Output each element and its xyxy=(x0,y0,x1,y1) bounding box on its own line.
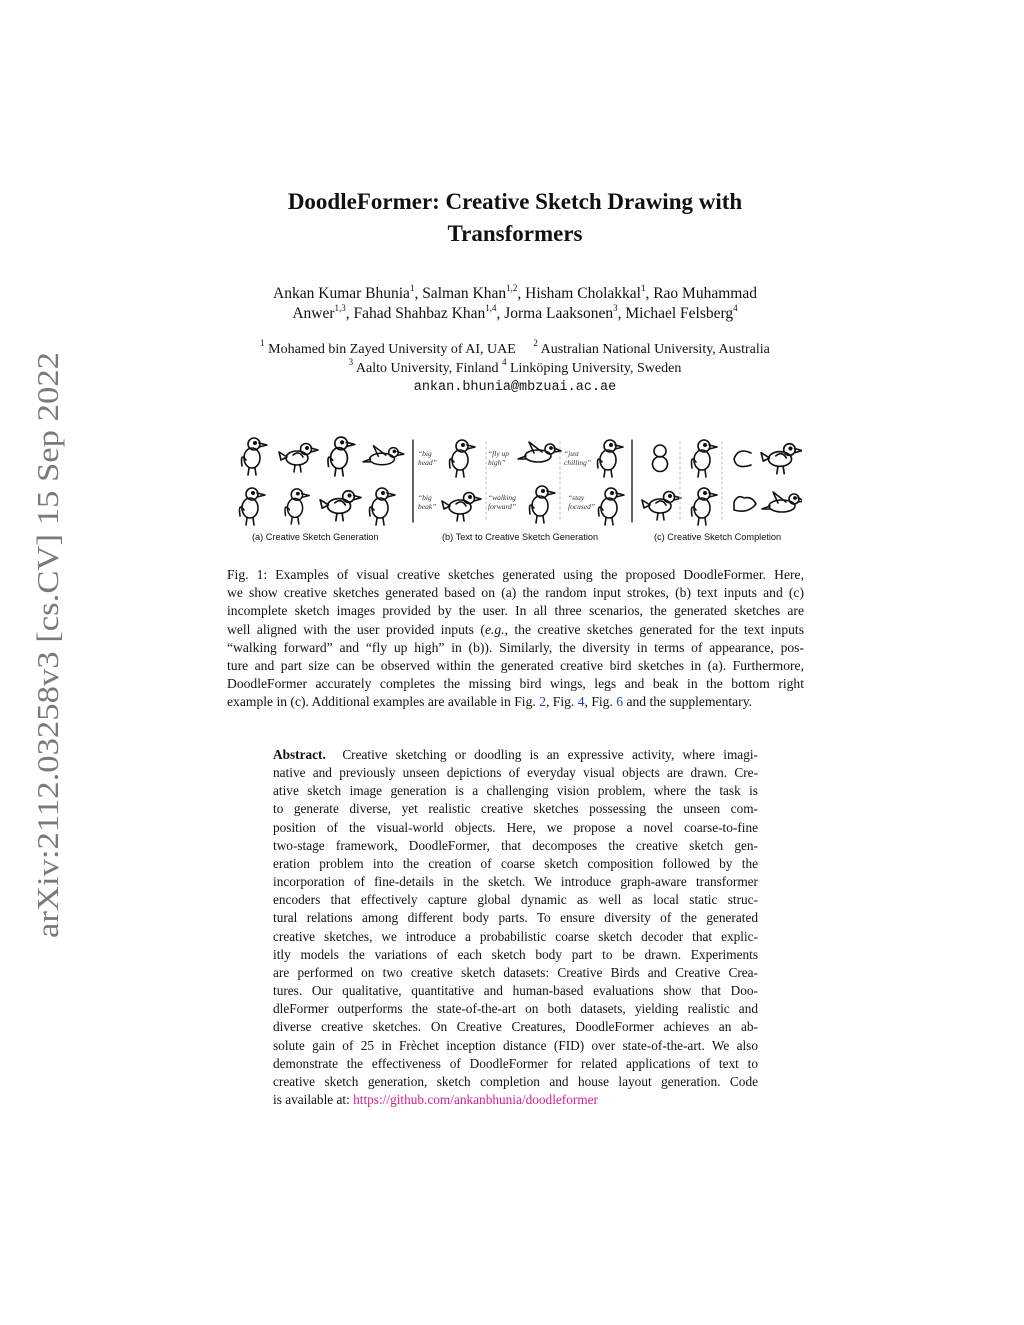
abstract-line: native and previously unseen depictions of everyday visual objects are drawn. Cre- xyxy=(273,765,758,781)
paper-title xyxy=(180,186,850,250)
caption-line: Fig. 1: Examples of visual creative sketches generated using the proposed DoodleFormer. Here, xyxy=(227,567,804,582)
abstract-line: tures. Our qualitative, quantitative and human-based evaluations show that Doo- xyxy=(273,983,758,999)
affiliation: Mohamed bin Zayed University of AI, UAE xyxy=(268,342,516,357)
author-name: Hisham Cholakkal xyxy=(525,285,641,302)
abstract-text: Creative sketching or doodling is an expressive activity, where imagi- xyxy=(342,747,758,762)
affiliation-line-2 xyxy=(200,359,830,378)
author-name: Fahad Shahbaz Khan xyxy=(353,305,486,322)
author-name: Jorma Laaksonen xyxy=(504,305,614,322)
affiliation: Linköping University, Sweden xyxy=(509,361,682,376)
panel-c-label: (c) Creative Sketch Completion xyxy=(654,532,782,542)
figure-1-caption xyxy=(227,566,804,712)
author-sup: 1,4 xyxy=(485,303,497,313)
abstract-line: diverse creative sketches. On Creative Creatures, DoodleFormer achieves an ab- xyxy=(273,1019,758,1035)
author-name: Salman Khan xyxy=(422,285,507,302)
caption-eg: e.g. xyxy=(484,621,505,637)
author-name: Anwer xyxy=(292,305,335,322)
author-sup: 1,2 xyxy=(506,283,518,293)
fig-ref-link[interactable]: 6 xyxy=(616,694,624,710)
abstract-line: tural relations among different body parts. To ensure diversity of the generated xyxy=(273,910,758,926)
code-link[interactable]: https://github.com/ankanbhunia/doodleformer xyxy=(353,1091,598,1107)
affiliation: Aalto University, Finland xyxy=(355,361,499,376)
caption-line: “walking forward” and “fly up high” in (b)). Similarly, the diversity in terms of appearance, pos- xyxy=(227,639,804,655)
author-sup: 4 xyxy=(733,303,738,313)
panel-a-sketches xyxy=(240,437,404,525)
author-list xyxy=(200,284,830,324)
affiliation: Australian National University, Australia xyxy=(540,342,770,357)
fig-ref-link[interactable]: 2 xyxy=(539,694,546,710)
arxiv-identifier: arXiv:2112.03258v3 [cs.CV] 15 Sep 2022 xyxy=(30,413,65,938)
prompt-just-chilling xyxy=(564,449,591,467)
aff-number: 3 xyxy=(348,357,354,367)
title-line-1: DoodleFormer: Creative Sketch Drawing with xyxy=(287,189,743,214)
affiliations xyxy=(200,340,830,397)
abstract-text: is available at: xyxy=(273,1091,354,1107)
caption-line: DoodleFormer accurately completes the missing bird wings, legs and beak in the bottom right xyxy=(227,676,804,692)
prompt-big-head xyxy=(418,449,437,467)
fig-ref-link[interactable]: 4 xyxy=(577,694,585,710)
prompt-walking-forward xyxy=(488,493,516,511)
abstract-line: two-stage framework, DoodleFormer, that decomposes the creative sketch gen- xyxy=(273,837,758,853)
abstract-line: solute gain of 25 in Frèchet inception distance (FID) over state-of-the-art. We also xyxy=(273,1037,758,1053)
abstract-line: incorporation of fine-details in the sketch. We introduce graph-aware transformer xyxy=(273,874,758,890)
abstract-line: creative sketch generation, sketch completion and house layout generation. Code xyxy=(273,1073,758,1089)
abstract-line: creative sketches, we introduce a probabilistic coarse sketch decoder that explic- xyxy=(273,928,758,944)
prompt-line: “fly up xyxy=(488,449,510,458)
aff-number: 1 xyxy=(260,338,265,348)
abstract-line: itly models the variations of each sketch body part to be drawn. Experiments xyxy=(273,946,758,962)
author-name: Rao Muhammad xyxy=(653,285,757,302)
figure-1 xyxy=(232,432,802,550)
prompt-line: “big xyxy=(418,449,432,458)
prompt-line: “stay xyxy=(568,493,585,502)
abstract xyxy=(273,746,758,1109)
panel-a-label: (a) Creative Sketch Generation xyxy=(252,532,379,542)
author-line-2: Anwer$^{1,3}$, Fahad Shahbaz Khan$^{1,4}$, Jorma Laaksonen$^3$, Michael Felsberg$^4$ xyxy=(292,303,738,322)
author-sup: 1,3 xyxy=(334,303,346,313)
panel-b-sketches xyxy=(442,440,624,525)
caption-text: well aligned with the user provided inputs ( xyxy=(227,621,485,637)
caption-line: we show creative sketches generated based on (a) the random input strokes, (b) text inputs and (c) xyxy=(227,585,804,601)
caption-text: , Fig. xyxy=(545,694,578,710)
abstract-line: position of the visual-world objects. Here, we propose a novel coarse-to-fine xyxy=(273,819,758,835)
arxiv-sidebar-stamp xyxy=(8,350,68,940)
prompt-line: “big xyxy=(418,493,432,502)
prompt-line: “walking xyxy=(488,493,516,502)
abstract-line: encoders that effectively capture global dynamic as well as local static struc- xyxy=(273,892,758,908)
prompt-line: focused” xyxy=(568,502,596,511)
author-name: Michael Felsberg xyxy=(625,305,734,322)
caption-line xyxy=(227,693,804,711)
author-sup: 3 xyxy=(613,303,618,313)
prompt-line: chilling” xyxy=(564,458,592,467)
author-line-1: Ankan Kumar Bhunia$^1$, Salman Khan$^{1,2}$, Hisham Cholakkal$^1$, Rao Muhammad xyxy=(273,283,757,302)
contact-email[interactable]: ankan.bhunia@mbzuai.ac.ae xyxy=(413,380,617,395)
abstract-line: eration problem into the creation of coarse sketch composition followed by the xyxy=(273,855,758,871)
aff-number: 2 xyxy=(533,338,538,348)
abstract-line: to generate diverse, yet realistic creative sketches possessing the unseen com- xyxy=(273,801,758,817)
prompt-stay-focused xyxy=(568,493,595,511)
caption-text: and the supplementary. xyxy=(623,694,753,710)
prompt-line: beak” xyxy=(418,502,437,511)
prompt-line: high” xyxy=(488,458,506,467)
author-name: Ankan Kumar Bhunia xyxy=(273,285,410,302)
caption-line: incomplete sketch images provided by the user. In all three scenarios, the generated sketches are xyxy=(227,603,804,619)
abstract-line: are performed on two creative sketch datasets: Creative Birds and Creative Crea- xyxy=(273,964,758,980)
caption-line xyxy=(227,621,804,639)
abstract-line: ative sketch image generation is a challenging vision problem, where the task is xyxy=(273,783,758,799)
affiliation-line-1 xyxy=(200,340,830,359)
abstract-line: dleFormer outperforms the state-of-the-art on both datasets, yielding realistic and xyxy=(273,1001,758,1017)
prompt-fly-up-high xyxy=(488,449,509,467)
caption-text: , Fig. xyxy=(584,694,617,710)
prompt-line: head” xyxy=(418,458,437,467)
author-sup: 1 xyxy=(640,283,646,293)
caption-text: example in (c). Additional examples are available in Fig. xyxy=(227,694,540,710)
abstract-line xyxy=(273,746,758,764)
caption-text: , the creative sketches generated for the text inputs xyxy=(504,621,804,637)
title-line-2: Transformers xyxy=(447,221,583,246)
panel-b-label: (b) Text to Creative Sketch Generation xyxy=(442,532,599,542)
abstract-line xyxy=(273,1091,758,1109)
aff-number: 4 xyxy=(501,357,507,367)
abstract-heading: Abstract. xyxy=(273,747,326,762)
prompt-line: “just xyxy=(564,449,580,458)
caption-line: ture and part size can be observed within the generated creative bird sketches in (a). Furthermore, xyxy=(227,658,804,674)
prompt-line: forward” xyxy=(488,502,517,511)
prompt-big-beak xyxy=(418,493,436,511)
abstract-line: demonstrate the effectiveness of DoodleFormer for related applications of text to xyxy=(273,1055,758,1071)
author-sup: 1 xyxy=(409,283,415,293)
